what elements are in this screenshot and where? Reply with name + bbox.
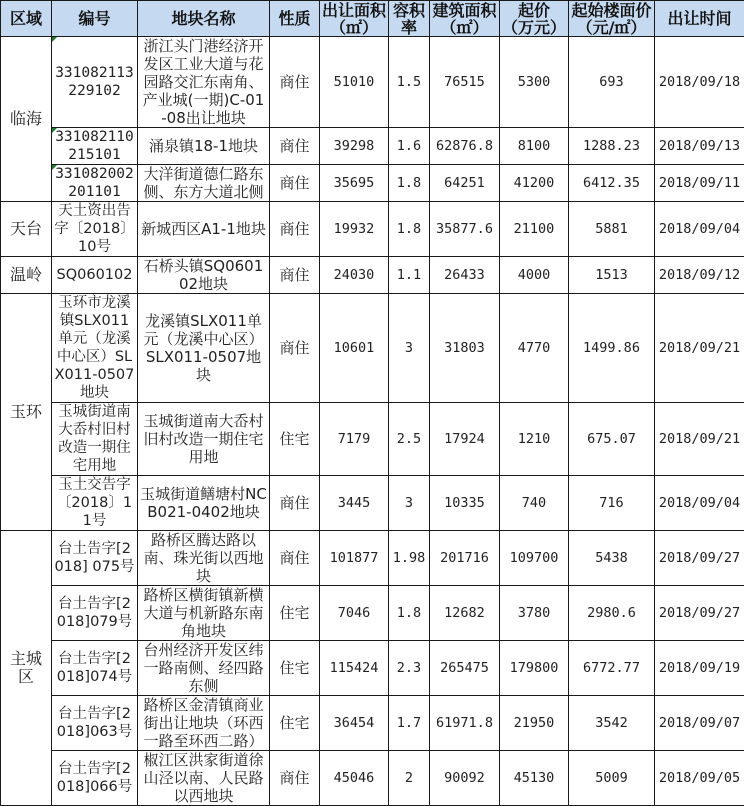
table-row [1,531,744,586]
name-cell: 玉城街道南大岙村旧村改造一期住宅用地 [138,403,270,476]
type-cell: 住宅 [270,403,320,476]
date-cell: 2018/09/07 [655,696,744,751]
table-row [1,751,744,806]
area-cell: 115424 [320,641,389,696]
gfa-cell: 35877.6 [430,202,500,257]
area-cell: 39298 [320,128,389,165]
gfa-cell: 26433 [430,257,500,294]
header-date: 出让时间 [655,1,744,37]
date-cell: 2018/09/12 [655,257,744,294]
far-cell: 1.6 [389,128,430,165]
region-cell: 玉环 [1,294,52,531]
header-code: 编号 [52,1,138,37]
type-cell: 商住 [270,165,320,202]
area-cell: 3445 [320,476,389,531]
floor-price-cell: 1513 [569,257,655,294]
header-far: 容积 率 [389,1,430,37]
header-region: 区域 [1,1,52,37]
date-cell: 2018/09/19 [655,641,744,696]
price-cell: 41200 [500,165,569,202]
table-row [1,294,744,403]
gfa-cell: 265475 [430,641,500,696]
code-cell: 台土告字[2018]066号 [52,751,138,806]
far-cell: 1.1 [389,257,430,294]
table-row [1,128,744,165]
area-cell: 7046 [320,586,389,641]
name-cell: 涌泉镇18-1地块 [138,128,270,165]
area-cell: 45046 [320,751,389,806]
date-cell: 2018/09/27 [655,531,744,586]
type-cell: 商住 [270,751,320,806]
type-cell: 商住 [270,531,320,586]
name-cell: 台州经济开发区纬一路南侧、经四路东侧 [138,641,270,696]
far-cell: 1.7 [389,696,430,751]
table-row [1,476,744,531]
table-row [1,586,744,641]
type-cell: 商住 [270,128,320,165]
date-cell: 2018/09/13 [655,128,744,165]
type-cell: 住宅 [270,641,320,696]
floor-price-cell: 6772.77 [569,641,655,696]
gfa-cell: 12682 [430,586,500,641]
name-cell: 路桥区腾达路以南、珠光街以西地块 [138,531,270,586]
gfa-cell: 76515 [430,37,500,128]
price-cell: 1210 [500,403,569,476]
gfa-cell: 201716 [430,531,500,586]
date-cell: 2018/09/18 [655,37,744,128]
price-cell: 21950 [500,696,569,751]
code-cell: 玉土交告字〔2018〕11号 [52,476,138,531]
price-cell: 109700 [500,531,569,586]
name-cell: 大洋街道德仁路东侧、东方大道北侧 [138,165,270,202]
name-cell: 路桥区金清镇商业街出让地块（环西一路至环西二路） [138,696,270,751]
floor-price-cell: 5881 [569,202,655,257]
region-cell: 天台 [1,202,52,257]
area-cell: 19932 [320,202,389,257]
region-cell: 温岭 [1,257,52,294]
gfa-cell: 61971.8 [430,696,500,751]
price-cell: 4770 [500,294,569,403]
header-name: 地块名称 [138,1,270,37]
price-cell: 45130 [500,751,569,806]
code-cell: 玉城街道南大岙村旧村改造一期住宅用地 [52,403,138,476]
name-cell: 玉城街道鳝塘村NCB021-0402地块 [138,476,270,531]
far-cell: 1.5 [389,37,430,128]
header-row [1,1,744,37]
code-cell: SQ060102 [52,257,138,294]
date-cell: 2018/09/04 [655,476,744,531]
area-cell: 51010 [320,37,389,128]
price-cell: 179800 [500,641,569,696]
gfa-cell: 31803 [430,294,500,403]
code-cell: 台土告字[2018]074号 [52,641,138,696]
name-cell: 浙江头门港经济开发区工业大道与花园路交汇东南角、产业城(一期)C-01-08出让地块 [138,37,270,128]
gfa-cell: 62876.8 [430,128,500,165]
floor-price-cell: 5438 [569,531,655,586]
name-cell: 新城西区A1-1地块 [138,202,270,257]
code-cell: 331082113229102 [52,37,138,128]
price-cell: 21100 [500,202,569,257]
header-gfa: 建筑面积 （㎡） [430,1,500,37]
area-cell: 24030 [320,257,389,294]
floor-price-cell: 1288.23 [569,128,655,165]
gfa-cell: 10335 [430,476,500,531]
date-cell: 2018/09/04 [655,202,744,257]
table-row [1,257,744,294]
type-cell: 住宅 [270,696,320,751]
region-cell: 临海 [1,37,52,202]
date-cell: 2018/09/05 [655,751,744,806]
header-type: 性质 [270,1,320,37]
area-cell: 36454 [320,696,389,751]
floor-price-cell: 2980.6 [569,586,655,641]
floor-price-cell: 675.07 [569,403,655,476]
gfa-cell: 17924 [430,403,500,476]
far-cell: 1.98 [389,531,430,586]
type-cell: 商住 [270,202,320,257]
floor-price-cell: 6412.35 [569,165,655,202]
floor-price-cell: 693 [569,37,655,128]
date-cell: 2018/09/11 [655,165,744,202]
floor-price-cell: 1499.86 [569,294,655,403]
gfa-cell: 64251 [430,165,500,202]
price-cell: 740 [500,476,569,531]
price-cell: 3780 [500,586,569,641]
area-cell: 101877 [320,531,389,586]
code-cell: 天土资出告字〔2018〕10号 [52,202,138,257]
name-cell: 龙溪镇SLX011单元（龙溪中心区）SLX011-0507地块 [138,294,270,403]
table-row [1,202,744,257]
table-row [1,37,744,128]
floor-price-cell: 5009 [569,751,655,806]
code-cell: 玉环市龙溪镇SLX011单元（龙溪中心区）SLX011-0507地块 [52,294,138,403]
table-row [1,696,744,751]
price-cell: 8100 [500,128,569,165]
name-cell: 路桥区横街镇新横大道与机新路东南角地块 [138,586,270,641]
code-cell: 台土告字[2018] 075号 [52,531,138,586]
header-area: 出让面积 （㎡） [320,1,389,37]
code-cell: 台土告字[2018]079号 [52,586,138,641]
area-cell: 10601 [320,294,389,403]
type-cell: 商住 [270,476,320,531]
date-cell: 2018/09/21 [655,403,744,476]
code-cell: 台土告字[2018]063号 [52,696,138,751]
type-cell: 住宅 [270,586,320,641]
far-cell: 3 [389,476,430,531]
floor-price-cell: 3542 [569,696,655,751]
area-cell: 7179 [320,403,389,476]
far-cell: 1.8 [389,202,430,257]
type-cell: 商住 [270,257,320,294]
date-cell: 2018/09/21 [655,294,744,403]
far-cell: 2 [389,751,430,806]
floor-price-cell: 716 [569,476,655,531]
far-cell: 1.8 [389,586,430,641]
table-row [1,165,744,202]
code-cell: 331082110215101 [52,128,138,165]
far-cell: 2.3 [389,641,430,696]
date-cell: 2018/09/27 [655,586,744,641]
table-row [1,641,744,696]
far-cell: 2.5 [389,403,430,476]
price-cell: 4000 [500,257,569,294]
price-cell: 5300 [500,37,569,128]
header-price: 起价 （万元） [500,1,569,37]
header-floor-price: 起始楼面价 （元/㎡） [569,1,655,37]
gfa-cell: 90092 [430,751,500,806]
region-cell: 主城区 [1,531,52,806]
type-cell: 商住 [270,294,320,403]
name-cell: 石桥头镇SQ060102地块 [138,257,270,294]
far-cell: 3 [389,294,430,403]
name-cell: 椒江区洪家街道徐山泾以南、人民路以西地块 [138,751,270,806]
area-cell: 35695 [320,165,389,202]
far-cell: 1.8 [389,165,430,202]
code-cell: 331082002201101 [52,165,138,202]
table-row [1,403,744,476]
type-cell: 商住 [270,37,320,128]
